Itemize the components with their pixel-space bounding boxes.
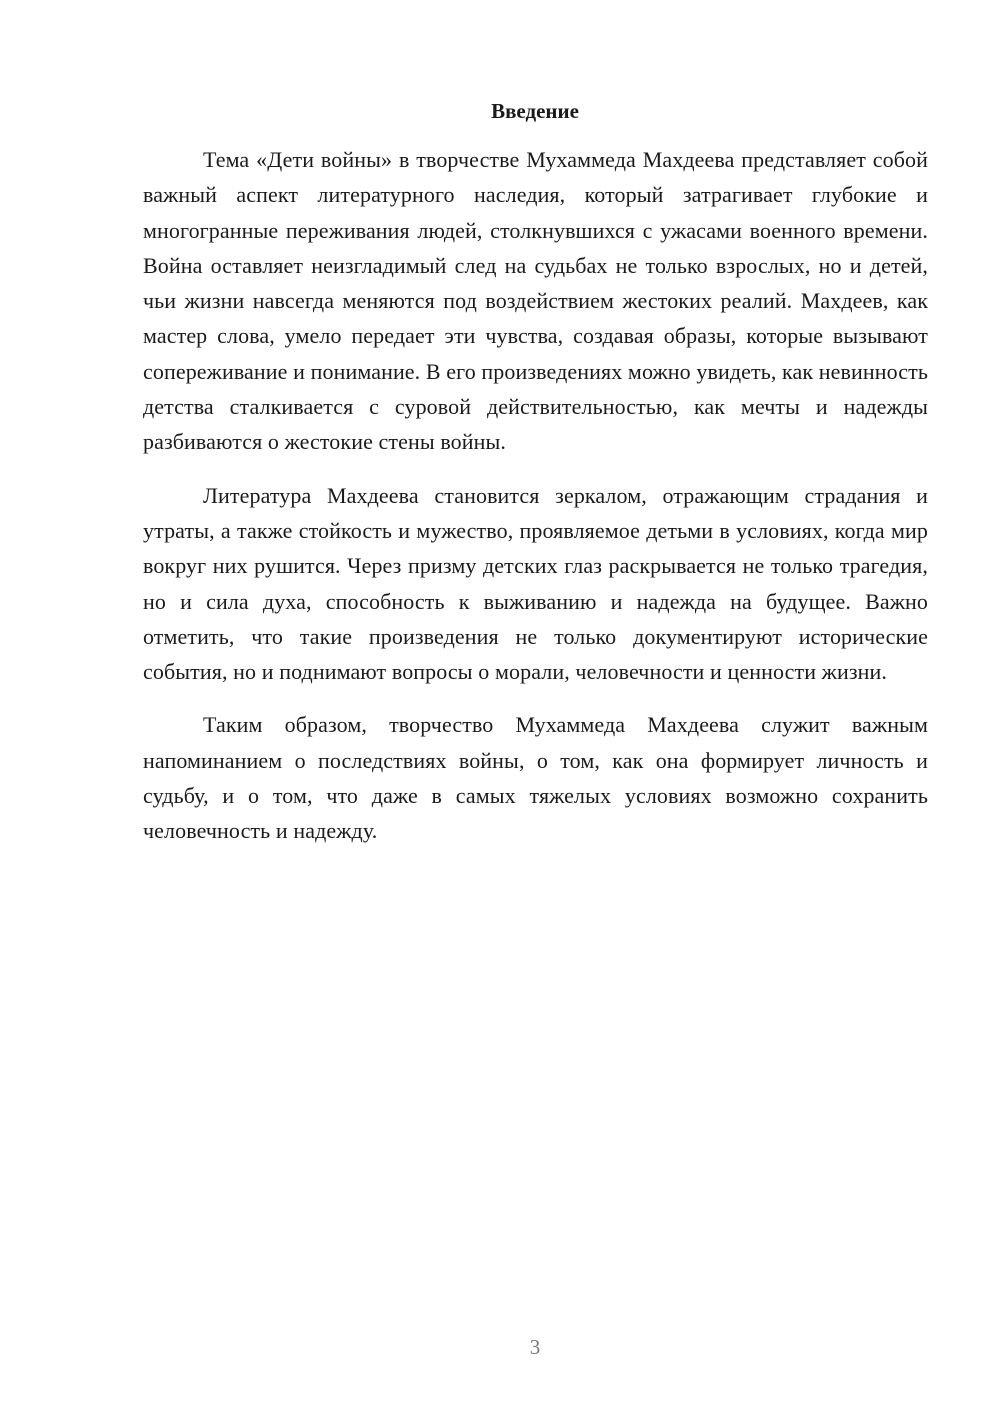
paragraph-2: Литература Махдеева становится зеркалом, отражающим страдания и утраты, а также стойкость и мужество, проявляемое детьми в условиях, когда мир вокруг них рушится. Через призму детских глаз раскрывается не только трагедия, но и сила духа, способность к выживанию и надежда на будущее. Важно отметить, что такие произведения не только документируют исторические события, но и поднимают вопросы о морали, человечности и ценности жизни. xyxy=(143,482,928,685)
page-number: 3 xyxy=(529,1335,541,1359)
body-text xyxy=(143,142,928,867)
paragraph-1: Тема «Дети войны» в творчестве Мухаммеда Махдеева представляет собой важный аспект литературного наследия, который затрагивает глубокие и многогранные переживания людей, столкнувшихся с ужасами военного времени. Война оставляет неизгладимый след на судьбах не только взрослых, но и детей, чьи жизни навсегда меняются под воздействием жестоких реалий. Махдеев, как мастер слова, умело передает эти чувства, создавая образы, которые вызывают сопереживание и понимание. В его произведениях можно увидеть, как невинность детства сталкивается с суровой действительностью, как мечты и надежды разбиваются о жестокие стены войны. xyxy=(143,147,928,455)
paragraph-3: Таким образом, творчество Мухаммеда Махдеева служит важным напоминанием о последствиях войны, о том, как она формирует личность и судьбу, и о том, что даже в самых тяжелых условиях возможно сохранить человечность и надежду. xyxy=(143,712,928,844)
section-heading: Введение xyxy=(491,99,579,123)
